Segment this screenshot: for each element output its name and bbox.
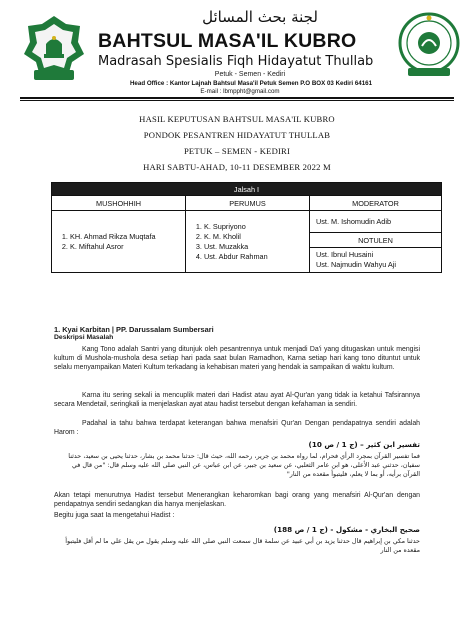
header-rule-thin [20, 100, 454, 101]
jalsah-header: Jalsah I [52, 183, 442, 196]
perumus-list [204, 222, 303, 262]
reference-heading-2: صحيح البخاري - مشكول - (ج 1 / ص 188) [273, 525, 420, 534]
mushohhih-cell [52, 211, 186, 273]
moderator-name: Ust. M. Ishomudin Adib [310, 211, 442, 233]
pesantren-logo-icon [22, 14, 86, 86]
arabic-quote-1: فما تفسير القرآن بمجرد الرأي فحرام، لما رواه محمد بن جرير، رحمه الله، حيث قال: حدثنا محمد بن بشار، حدثنا يحيى بن سعيد، حدثنا سفيان، حدثني عبد الأعلى، هو ابن عامر الثعلبي، عن سعيد بن جبير، عن ابن عباس، عن النبي صلى الله عليه وسلم قال: "من قال في القرآن برأيه، أو بما لا يعلم، فليتبوأ مقعده من النار" [68, 452, 420, 479]
paragraph-3: Padahal ia tahu bahwa terdapat keterangan bahwa menafsiri Qur'an Dengan pendapatnya sendiri adalah Harom : [54, 420, 420, 437]
list-item: 2. K. M. Kholil [204, 232, 303, 242]
document-heading-4: HARI SABTU-AHAD, 10-11 DESEMBER 2022 M [143, 162, 331, 172]
section-title: 1. Kyai Karbitan | PP. Darussalam Sumbersari [54, 325, 214, 334]
document-heading-1: HASIL KEPUTUSAN BAHTSUL MASA'IL KUBRO [139, 114, 335, 124]
notulen-header: NOTULEN [310, 233, 442, 248]
arabic-title: لجنة بحث المسائل [202, 8, 318, 26]
paragraph-5: Begitu juga saat Ia mengetahui Hadist : [54, 512, 175, 519]
list-item: 2. K. Miftahul Asror [70, 242, 179, 252]
letterhead [0, 0, 474, 102]
column-header-perumus: PERUMUS [186, 196, 310, 211]
paragraph-4: Akan tetapi menurutnya Hadist tersebut Menerangkan keharomkan bagi orang yang menafsiri Al-Qur'an dengan pendapatnya sendiri sedangkan dia hanya menjelaskan. [54, 492, 420, 509]
document-heading-3: PETUK – SEMEN - KEDIRI [183, 146, 291, 156]
column-header-mushohhih: MUSHOHHIH [52, 196, 186, 211]
column-header-moderator: MODERATOR [310, 196, 442, 211]
list-item: 3. Ust. Muzakka [204, 242, 303, 252]
list-item: 4. Ust. Abdur Rahman [204, 252, 303, 262]
mushohhih-list [70, 232, 179, 252]
org-location: Petuk - Semen - Kediri [214, 71, 286, 78]
org-title: BAHTSUL MASA'IL KUBRO [98, 30, 357, 52]
list-item: 1. K. Supriyono [204, 222, 303, 232]
notulen-name: Ust. Najmudin Wahyu Aji [316, 260, 397, 269]
head-office-address: Head Office : Kantor Lajnah Bahtsul Masa'il Petuk Semen P.O BOX 03 Kediri 64161 [129, 80, 373, 87]
document-heading-2: PONDOK PESANTREN HIDAYATUT THULLAB [143, 130, 331, 140]
jalsah-table [51, 182, 442, 273]
org-subtitle: Madrasah Spesialis Fiqh Hidayatut Thullab [98, 54, 374, 69]
email-address: E-mail : lbmppht@gmail.com [200, 88, 280, 95]
paragraph-2: Karna itu sering sekali ia mencuplik materi dari Hadist atau ayat Al-Qur'an yang tidak ia ketahui Tafsirannya secara Mendetail, seringkali ia menjelaskan ayat atau hadist tersebut dengan kefahaman ia sendiri. [54, 392, 420, 409]
list-item: 1. KH. Ahmad Rikza Muqtafa [70, 232, 179, 242]
arabic-quote-2: حدثنا مكي بن إبراهيم قال حدثنا يزيد بن أبي عبيد عن سلمة قال سمعت النبي صلى الله عليه وسلم يقول من يقل علي ما لم أقل فليتبوأ مقعده من النار [65, 537, 420, 555]
paragraph-1: Kang Tono adalah Santri yang ditunjuk oleh pesantrennya untuk menjadi Da'i yang ditugaskan untuk mengisi kultum di Mushola-mushola desa setiap hari pada saat bulan Ramadhon, Karna setiap hari kang tono dituntut untuk selalu menyampaikan Materi Kultum terkadang ia kehabisan materi yang hendak ia sampaikan di waktu kultum. [54, 346, 420, 372]
notulen-name: Ust. Ibnul Husaini [316, 250, 374, 259]
reference-heading-1: تفسير ابن كثير – (ج 1 / ص 10) [308, 440, 420, 449]
perumus-cell [186, 211, 310, 273]
notulen-cell [310, 248, 442, 273]
section-subtitle: Deskripsi Masalah [54, 334, 114, 341]
header-rule-thick [20, 97, 454, 99]
lbm-seal-icon [398, 10, 460, 80]
